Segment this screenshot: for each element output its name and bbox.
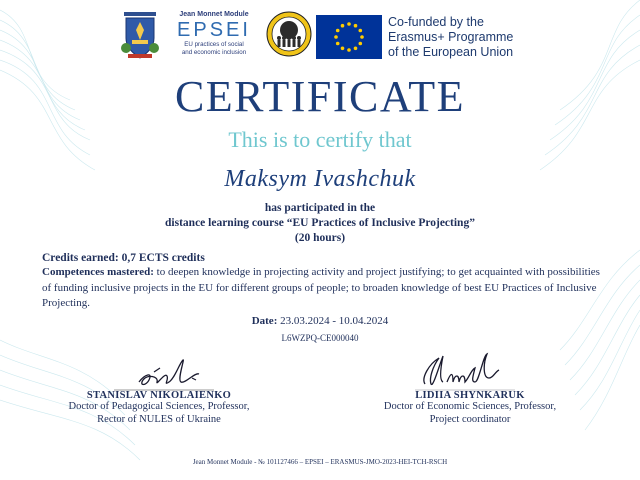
jm-title: Jean Monnet Module — [179, 11, 249, 18]
credits-earned — [42, 250, 602, 266]
participated-line-2: distance learning course “EU Practices of Inclusive Projecting” — [165, 217, 475, 229]
date-value: 23.03.2024 - 10.04.2024 — [277, 315, 389, 327]
eu-line-1: Co-funded by the — [388, 15, 484, 29]
signatory-role-left-1: Doctor of Pedagogical Sciences, Professor, — [68, 401, 250, 412]
signatory-name-right: LIDIIA SHYNKARUK — [415, 390, 525, 401]
signature-block-left — [44, 352, 274, 426]
recipient-name: Maksym Ivashchuk — [224, 166, 416, 192]
jm-subtitle-1: EU practices of social — [184, 41, 244, 48]
signatory-role-right-2: Project coordinator — [429, 413, 511, 425]
competences-text: to deepen knowledge in projecting activity and project justifying; to get acquainted with possibilities of funding inclusive projects in the EU for different groups of people; to broaden knowledge of best EU Practices of Inclusive Projecting. — [42, 266, 600, 309]
certificate-id: L6WZPQ-CE000040 — [281, 333, 359, 343]
signatory-name-left: STANISLAV NIKOLAIENKO — [86, 390, 232, 401]
participated-line-1: has participated in the — [264, 202, 376, 214]
signature-right-icon — [395, 348, 545, 396]
eu-cofunded-text — [388, 15, 588, 60]
eu-line-2: Erasmus+ Programme — [388, 30, 514, 44]
competences-label: Competences mastered: — [42, 266, 154, 278]
jm-acronym: EPSEI — [177, 19, 251, 41]
signatory-role-right-1: Doctor of Economic Sciences, Professor, — [383, 401, 557, 412]
certificate-title: CERTIFICATE — [174, 72, 466, 121]
participation-statement — [0, 201, 640, 246]
signatory-role-left-2: Rector of NULES of Ukraine — [97, 413, 221, 425]
eu-line-3: of the European Union — [388, 45, 514, 59]
date-label: Date: — [251, 315, 278, 327]
signature-block-right — [350, 348, 590, 426]
competences — [42, 265, 602, 312]
university-logo — [118, 10, 162, 62]
jean-monnet-logo — [166, 10, 262, 68]
participated-line-3: (20 hours) — [294, 232, 346, 244]
certify-line: This is to certify that — [228, 127, 412, 152]
date-line — [0, 315, 640, 327]
eu-flag-icon — [316, 15, 382, 59]
jm-subtitle-2: and economic inclusion — [181, 48, 247, 56]
credits-label: Credits earned: 0,7 ECTS credits — [42, 252, 205, 264]
inclusion-emblem-icon — [266, 11, 312, 57]
footer-text: Jean Monnet Module - № 101127466 – EPSEI – ERASMUS-JMO-2023-HEI-TCH-RSCH — [192, 458, 448, 466]
